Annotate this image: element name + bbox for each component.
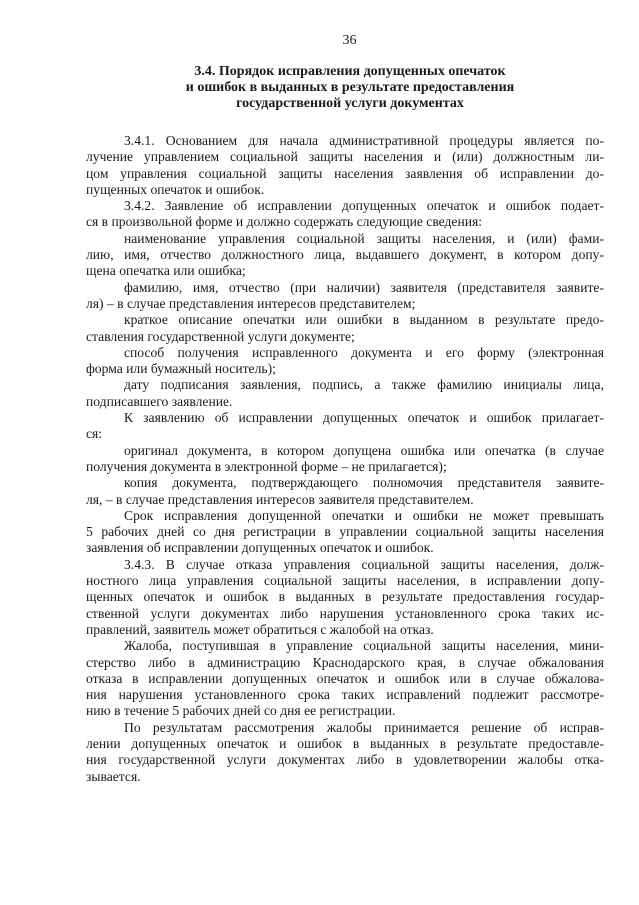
heading-line: и ошибок в выданных в результате предоставления xyxy=(185,80,515,95)
text-line: ля) – в случае представления интересов представителем; xyxy=(86,295,416,311)
text-line: наименование управления социальной защиты населения, и (или) фами- xyxy=(124,230,604,246)
text-line: пущенных опечаток и ошибок. xyxy=(86,181,265,197)
text-line: щенных опечаток и ошибок в выданных в результате предоставления государ- xyxy=(86,589,604,605)
text-line: фамилию, имя, отчество (при наличии) заявителя (представителя заявите- xyxy=(124,279,604,295)
text-line: ся в произвольной форме и должно содержать следующие сведения: xyxy=(86,214,483,230)
section-body xyxy=(86,133,604,785)
text-line: ния нарушения установленного срока таких исправлений подлежит рассмотре- xyxy=(86,687,604,703)
text-line: стерство либо в администрацию Краснодарского края, в случае обжалования xyxy=(86,654,604,670)
text-line: К заявлению об исправлении допущенных опечаток и ошибок прилагает- xyxy=(124,410,604,426)
text-line: ставления государственной услуги документе; xyxy=(86,328,355,344)
text-line: лучение управлением социальной защиты населения и (или) должностным ли- xyxy=(86,149,604,165)
text-line: лию, имя, отчество должностного лица, выдавшего документ, в котором допу- xyxy=(86,247,604,263)
text-line: отказа в исправлении допущенных опечаток и ошибок или в случае обжалова- xyxy=(86,670,604,686)
text-line: 5 рабочих дней со дня регистрации в управлении социальной защиты населения xyxy=(86,524,604,540)
text-line: Срок исправления допущенной опечатки и ошибки не может превышать xyxy=(124,507,604,523)
text-line: нию в течение 5 рабочих дней со дня ее регистрации. xyxy=(86,703,396,719)
text-line: 3.4.2. Заявление об исправлении допущенных опечаток и ошибок подает- xyxy=(124,198,604,214)
text-line: заявления об исправлении допущенных опечаток и ошибок. xyxy=(86,540,434,556)
heading-line: 3.4. Порядок исправления допущенных опечаток xyxy=(194,64,506,79)
text-line: способ получения исправленного документа и его форму (электронная xyxy=(124,344,604,360)
text-line: дату подписания заявления, подпись, а также фамилию инициалы лица, xyxy=(124,377,604,393)
text-line: форма или бумажный носитель); xyxy=(86,361,276,377)
text-line: 3.4.3. В случае отказа управления социальной защиты населения, долж- xyxy=(124,556,604,572)
text-line: По результатам рассмотрения жалобы принимается решение об исправ- xyxy=(124,719,604,735)
text-line: получения документа в электронной форме – не прилагается); xyxy=(86,458,447,474)
text-line: копия документа, подтверждающего полномочия представителя заявите- xyxy=(124,475,604,491)
text-line: ся: xyxy=(86,426,103,442)
text-line: ностного лица управления социальной защиты населения, в исправлении допу- xyxy=(86,573,604,589)
text-line: ственной услуги документах либо нарушения установленного срока таких ис- xyxy=(86,605,604,621)
text-line: краткое описание опечатки или ошибки в выданном в результате предо- xyxy=(124,312,604,328)
section-heading xyxy=(80,64,620,112)
text-line: ля, – в случае представления интересов заявителя представителем. xyxy=(86,491,474,507)
text-line: подписавшего заявление. xyxy=(86,393,233,409)
text-line: зывается. xyxy=(86,768,141,784)
text-line: Жалоба, поступившая в управление социальной защиты населения, мини- xyxy=(124,638,604,654)
text-line: ния государственной услуги документах либо в удовлетворении жалобы отка- xyxy=(86,752,604,768)
heading-line: государственной услуги документах xyxy=(236,96,464,111)
text-line: оригинал документа, в котором допущена ошибка или опечатка (в случае xyxy=(124,442,604,458)
text-line: щена опечатка или ошибка; xyxy=(86,263,246,279)
text-line: цом управления социальной защиты населения заявления об исправлении до- xyxy=(86,165,604,181)
text-line: лении допущенных опечаток и ошибок в выданных в результате предоставле- xyxy=(86,735,604,751)
page-number: 36 xyxy=(342,33,357,48)
text-line: 3.4.1. Основанием для начала административной процедуры является по- xyxy=(124,133,604,148)
text-line: правлений, заявитель может обратиться с жалобой на отказ. xyxy=(86,621,434,637)
